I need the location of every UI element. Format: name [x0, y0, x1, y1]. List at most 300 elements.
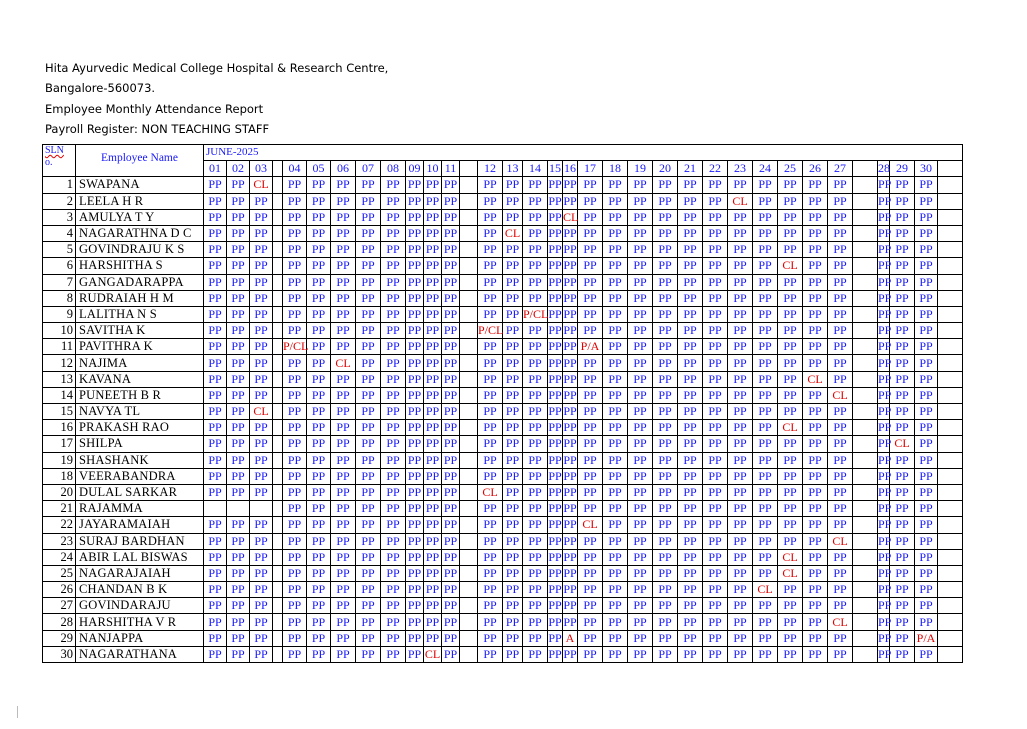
attendance-cell — [460, 598, 478, 614]
day-header-blank — [853, 161, 878, 177]
serial-number: 4 — [43, 225, 76, 241]
attendance-cell: PP — [878, 226, 892, 241]
attendance-cell: PP — [778, 323, 803, 339]
attendance-cell — [460, 484, 478, 500]
attendance-cell: PP — [878, 242, 892, 257]
attendance-cell: PP — [628, 614, 653, 630]
table-row — [43, 225, 982, 241]
attendance-cell: PP — [331, 630, 356, 646]
attendance-cell: PP — [442, 258, 460, 274]
attendance-cell: PP — [703, 598, 728, 614]
attendance-cell: PP — [628, 420, 653, 436]
attendance-cell: PP — [563, 614, 577, 629]
attendance-cell: PP — [503, 614, 523, 630]
attendance-cell: PP — [890, 274, 915, 290]
attendance-cell: PP — [250, 565, 273, 581]
attendance-cell: PP — [424, 614, 442, 630]
institution-name: Hita Ayurvedic Medical College Hospital & Research Centre, — [45, 61, 389, 75]
attendance-cell: PP — [653, 630, 678, 646]
attendance-cell: PP — [578, 274, 603, 290]
attendance-cell: PP — [563, 290, 577, 305]
attendance-cell: PP — [803, 598, 828, 614]
attendance-cell: PP — [778, 614, 803, 630]
attendance-cell: PP — [478, 517, 503, 533]
attendance-cell: PP — [478, 225, 503, 241]
attendance-cell — [853, 533, 878, 549]
attendance-cell: PP — [878, 598, 892, 613]
attendance-cell: PP — [424, 274, 442, 290]
attendance-cell — [273, 193, 283, 209]
attendance-cell: PP — [523, 242, 548, 258]
attendance-cell: PP — [803, 242, 828, 258]
attendance-cell: PP — [728, 646, 753, 662]
slno-header: SLN o. — [43, 145, 76, 177]
attendance-cell — [853, 193, 878, 209]
attendance-cell: PP — [356, 371, 381, 387]
table-row — [43, 209, 982, 225]
attendance-cell: PP — [678, 533, 703, 549]
table-row — [43, 630, 982, 646]
attendance-cell: PP — [331, 274, 356, 290]
attendance-cell: PP — [915, 387, 938, 403]
attendance-cell: PP — [548, 533, 562, 548]
day-header-18: 18 — [603, 161, 628, 177]
day-header-21: 21 — [678, 161, 703, 177]
attendance-cell: PP — [728, 290, 753, 306]
attendance-cell: PP — [728, 533, 753, 549]
attendance-cell: PP — [563, 193, 577, 208]
attendance-cell: PP — [331, 468, 356, 484]
attendance-cell — [460, 274, 478, 290]
attendance-cell: PP — [915, 339, 938, 355]
attendance-cell: PP — [283, 274, 307, 290]
attendance-cell: PP — [331, 258, 356, 274]
attendance-cell: PP — [678, 290, 703, 306]
attendance-cell: PP — [204, 582, 227, 598]
attendance-cell: PP — [250, 436, 273, 452]
attendance-cell — [273, 258, 283, 274]
attendance-cell: PP — [283, 452, 307, 468]
attendance-cell — [853, 501, 878, 517]
attendance-cell: PP — [703, 404, 728, 420]
table-row — [43, 598, 982, 614]
serial-number: 26 — [43, 582, 76, 598]
attendance-cell: PP — [578, 452, 603, 468]
attendance-cell: CL — [331, 355, 356, 371]
attendance-cell — [460, 582, 478, 598]
attendance-cell — [273, 646, 283, 662]
attendance-cell: PP — [603, 501, 628, 517]
attendance-cell: PP — [356, 404, 381, 420]
attendance-cell: PP — [283, 242, 307, 258]
attendance-cell: PP — [563, 177, 577, 192]
attendance-cell: PP — [678, 193, 703, 209]
attendance-cell: PP — [356, 582, 381, 598]
attendance-cell: PP — [227, 274, 250, 290]
attendance-cell — [273, 242, 283, 258]
employee-name: SWAPANA — [76, 177, 204, 193]
attendance-cell — [938, 420, 963, 436]
attendance-cell: PP — [703, 565, 728, 581]
attendance-cell: PP — [653, 501, 678, 517]
attendance-cell: PP — [250, 630, 273, 646]
attendance-cell: CL — [563, 209, 579, 224]
attendance-cell — [460, 565, 478, 581]
attendance-cell: PP — [578, 306, 603, 322]
attendance-cell: PP — [307, 565, 331, 581]
table-row — [43, 452, 982, 468]
day-header-06: 06 — [331, 161, 356, 177]
attendance-cell — [460, 339, 478, 355]
attendance-cell: PP — [628, 209, 653, 225]
attendance-cell: PP — [442, 582, 460, 598]
employee-name: GANGADARAPPA — [76, 274, 204, 290]
table-row — [43, 614, 982, 630]
attendance-cell — [460, 323, 478, 339]
day-header-blank — [273, 161, 283, 177]
attendance-cell — [938, 306, 963, 322]
attendance-cell: PP — [381, 436, 406, 452]
attendance-cell: PP — [628, 290, 653, 306]
attendance-cell: PP — [356, 598, 381, 614]
attendance-cell: PP — [283, 533, 307, 549]
attendance-cell: PP — [828, 582, 853, 598]
attendance-cell: PP — [653, 193, 678, 209]
attendance-cell: PP — [728, 209, 753, 225]
attendance-cell: PP — [250, 582, 273, 598]
attendance-cell: PP — [578, 501, 603, 517]
attendance-cell: PP — [250, 355, 273, 371]
attendance-cell — [273, 339, 283, 355]
attendance-cell: PP — [283, 630, 307, 646]
attendance-cell — [273, 404, 283, 420]
attendance-cell: PP — [478, 598, 503, 614]
attendance-cell: PP — [803, 468, 828, 484]
attendance-cell: PP — [653, 371, 678, 387]
attendance-cell — [853, 225, 878, 241]
attendance-cell: PP — [703, 193, 728, 209]
attendance-cell: PP — [424, 355, 442, 371]
attendance-cell: PP — [563, 355, 577, 370]
attendance-cell: PP — [283, 549, 307, 565]
attendance-cell: PP — [915, 598, 938, 614]
table-row — [43, 436, 982, 452]
attendance-cell: PP — [878, 193, 892, 208]
attendance-cell: PP — [424, 323, 442, 339]
attendance-cell: PP — [753, 420, 778, 436]
attendance-cell: PP — [523, 549, 548, 565]
attendance-cell: PP — [227, 387, 250, 403]
attendance-cell: PP — [890, 484, 915, 500]
attendance-cell: PP — [424, 339, 442, 355]
employee-name: PAVITHRA K — [76, 339, 204, 355]
attendance-cell — [460, 501, 478, 517]
attendance-cell: PP — [703, 646, 728, 662]
attendance-cell: PP — [442, 225, 460, 241]
day-header-25: 25 — [778, 161, 803, 177]
employee-name: HARSHITHA V R — [76, 614, 204, 630]
attendance-cell: PP — [250, 517, 273, 533]
attendance-cell: PP — [356, 258, 381, 274]
attendance-cell: PP — [478, 193, 503, 209]
attendance-cell: PP — [548, 193, 562, 208]
attendance-cell: PP — [381, 387, 406, 403]
attendance-cell: PP — [603, 565, 628, 581]
attendance-cell — [460, 177, 478, 193]
attendance-cell: PP — [563, 242, 577, 257]
table-row — [43, 258, 982, 274]
attendance-cell: PP — [250, 614, 273, 630]
attendance-cell: PP — [204, 404, 227, 420]
attendance-cell: PP — [227, 646, 250, 662]
employee-name: PRAKASH RAO — [76, 420, 204, 436]
employee-name: JAYARAMAIAH — [76, 517, 204, 533]
attendance-cell: PP — [331, 290, 356, 306]
attendance-cell: PP — [503, 258, 523, 274]
attendance-cell: PP — [603, 436, 628, 452]
attendance-cell — [938, 193, 963, 209]
attendance-cell: PP — [204, 420, 227, 436]
attendance-cell: PP — [523, 355, 548, 371]
attendance-cell — [460, 468, 478, 484]
attendance-cell: PP — [478, 242, 503, 258]
attendance-cell: PP — [603, 274, 628, 290]
attendance-cell: PP — [442, 436, 460, 452]
attendance-cell: PP — [678, 517, 703, 533]
attendance-cell — [460, 646, 478, 662]
attendance-cell: PP — [878, 646, 892, 661]
attendance-cell: PP — [578, 404, 603, 420]
attendance-cell: PP — [728, 258, 753, 274]
attendance-cell: PP — [204, 177, 227, 193]
attendance-cell: PP — [331, 614, 356, 630]
report-title: Employee Monthly Attendance Report — [45, 101, 264, 116]
attendance-cell: PP — [703, 242, 728, 258]
attendance-cell: CL — [424, 646, 441, 661]
attendance-cell: PP — [331, 517, 356, 533]
attendance-cell: PP — [356, 468, 381, 484]
attendance-cell: PP — [548, 549, 562, 564]
attendance-cell: PP — [204, 209, 227, 225]
attendance-cell: PP — [753, 646, 778, 662]
attendance-cell: PP — [523, 646, 548, 662]
attendance-cell: PP — [828, 484, 853, 500]
attendance-cell: PP — [828, 501, 853, 517]
attendance-cell: PP — [563, 485, 577, 500]
attendance-cell: PP — [523, 436, 548, 452]
attendance-cell: PP — [890, 306, 915, 322]
attendance-cell: PP — [283, 177, 307, 193]
attendance-cell: PP — [523, 387, 548, 403]
attendance-cell: PP — [878, 274, 892, 289]
day-header-15: 15 — [549, 161, 561, 176]
attendance-cell: PP — [828, 517, 853, 533]
attendance-cell: PP — [250, 371, 273, 387]
attendance-cell: PP — [703, 501, 728, 517]
attendance-cell: PP — [628, 177, 653, 193]
attendance-cell: PP — [628, 274, 653, 290]
attendance-cell: PP — [227, 225, 250, 241]
attendance-cell: PP — [406, 193, 424, 209]
employee-name: SAVITHA K — [76, 323, 204, 339]
attendance-cell: PP — [503, 517, 523, 533]
attendance-cell: PP — [424, 452, 442, 468]
attendance-cell: PP — [890, 323, 915, 339]
attendance-cell: PP — [703, 630, 728, 646]
attendance-cell: PP — [523, 582, 548, 598]
attendance-cell: PP — [778, 630, 803, 646]
table-row — [43, 355, 982, 371]
attendance-cell: PP — [283, 225, 307, 241]
attendance-cell: PP — [523, 290, 548, 306]
attendance-cell: PP — [307, 598, 331, 614]
attendance-cell — [273, 549, 283, 565]
attendance-cell: PP — [478, 646, 503, 662]
attendance-cell: PP — [424, 484, 442, 500]
attendance-cell: PP — [250, 468, 273, 484]
attendance-cell — [853, 436, 878, 452]
attendance-cell: PP — [356, 517, 381, 533]
attendance-cell: PP — [331, 339, 356, 355]
attendance-cell: PP — [828, 452, 853, 468]
attendance-cell: PP — [828, 630, 853, 646]
attendance-cell: PP — [331, 501, 356, 517]
attendance-cell: PP — [406, 549, 424, 565]
attendance-cell: PP — [523, 452, 548, 468]
attendance-cell: PP — [523, 177, 548, 193]
attendance-cell: PP — [828, 355, 853, 371]
attendance-cell: P/CL — [478, 323, 504, 338]
attendance-cell: PP — [548, 226, 562, 241]
attendance-cell: PP — [523, 614, 548, 630]
attendance-cell: PP — [828, 306, 853, 322]
attendance-cell: PP — [703, 323, 728, 339]
attendance-cell: PP — [356, 614, 381, 630]
attendance-cell: PP — [227, 614, 250, 630]
attendance-cell: PP — [603, 242, 628, 258]
attendance-cell: PP — [678, 630, 703, 646]
attendance-cell: PP — [603, 177, 628, 193]
attendance-cell: PP — [828, 598, 853, 614]
attendance-cell: PP — [204, 242, 227, 258]
attendance-cell: PP — [250, 290, 273, 306]
attendance-cell: PP — [331, 177, 356, 193]
attendance-cell: PP — [356, 193, 381, 209]
attendance-cell: PP — [442, 177, 460, 193]
attendance-cell: PP — [523, 565, 548, 581]
attendance-cell: PP — [603, 533, 628, 549]
attendance-cell: PP — [653, 274, 678, 290]
attendance-cell: PP — [478, 339, 503, 355]
attendance-cell: PP — [890, 258, 915, 274]
attendance-cell — [853, 484, 878, 500]
attendance-cell: PP — [250, 258, 273, 274]
attendance-cell: PP — [424, 549, 442, 565]
attendance-cell: PP — [703, 306, 728, 322]
attendance-cell: PP — [227, 630, 250, 646]
attendance-cell: PP — [204, 517, 227, 533]
attendance-cell: PP — [578, 436, 603, 452]
attendance-cell — [853, 209, 878, 225]
attendance-cell: PP — [890, 565, 915, 581]
attendance-cell: PP — [548, 258, 562, 273]
table-row — [43, 646, 982, 662]
attendance-cell: PP — [703, 387, 728, 403]
attendance-cell: PP — [307, 549, 331, 565]
attendance-cell: PP — [523, 501, 548, 517]
attendance-cell — [938, 274, 963, 290]
attendance-cell: PP — [653, 258, 678, 274]
day-header-07: 07 — [356, 161, 381, 177]
attendance-cell: PP — [563, 468, 577, 483]
attendance-cell: PP — [406, 339, 424, 355]
attendance-cell: PP — [503, 339, 523, 355]
attendance-cell: PP — [381, 452, 406, 468]
attendance-cell: PP — [603, 598, 628, 614]
attendance-cell: PP — [628, 371, 653, 387]
attendance-cell: PP — [307, 614, 331, 630]
table-row — [43, 468, 982, 484]
attendance-cell: PP — [227, 436, 250, 452]
attendance-cell: PP — [828, 339, 853, 355]
attendance-cell: PP — [523, 258, 548, 274]
attendance-cell: PP — [563, 306, 577, 321]
attendance-cell: PP — [603, 549, 628, 565]
attendance-cell: PP — [728, 501, 753, 517]
attendance-cell: PP — [890, 420, 915, 436]
attendance-cell: PP — [406, 565, 424, 581]
attendance-cell: PP — [227, 306, 250, 322]
attendance-cell: PP — [728, 549, 753, 565]
attendance-cell: PP — [628, 306, 653, 322]
attendance-cell: PP — [878, 387, 892, 402]
attendance-cell: PP — [678, 209, 703, 225]
attendance-cell: PP — [283, 371, 307, 387]
attendance-cell: PP — [753, 549, 778, 565]
attendance-cell: PP — [578, 614, 603, 630]
attendance-cell: PP — [204, 598, 227, 614]
table-row — [43, 387, 982, 403]
attendance-cell: PP — [678, 242, 703, 258]
serial-number: 18 — [43, 468, 76, 484]
attendance-cell: PP — [653, 582, 678, 598]
attendance-cell: PP — [653, 533, 678, 549]
attendance-cell: PP — [548, 387, 562, 402]
attendance-cell — [853, 582, 878, 598]
employee-name-header: Employee Name — [76, 145, 204, 177]
attendance-cell: PP — [778, 242, 803, 258]
attendance-cell: PP — [478, 565, 503, 581]
attendance-cell — [938, 614, 963, 630]
attendance-cell: PP — [381, 274, 406, 290]
attendance-cell: PP — [890, 468, 915, 484]
attendance-cell: PP — [283, 290, 307, 306]
attendance-cell: PP — [227, 598, 250, 614]
attendance-cell: PP — [250, 549, 273, 565]
attendance-cell: PP — [283, 614, 307, 630]
day-header-10: 10 — [424, 161, 442, 177]
day-header-11: 11 — [442, 161, 460, 177]
attendance-cell: PP — [578, 533, 603, 549]
attendance-cell: PP — [503, 598, 523, 614]
attendance-cell: PP — [227, 193, 250, 209]
attendance-cell: PP — [878, 468, 892, 483]
attendance-cell: PP — [331, 598, 356, 614]
attendance-cell: PP — [307, 323, 331, 339]
attendance-cell: PP — [753, 290, 778, 306]
institution-address: Bangalore-560073. — [45, 81, 156, 96]
attendance-cell: PP — [204, 323, 227, 339]
